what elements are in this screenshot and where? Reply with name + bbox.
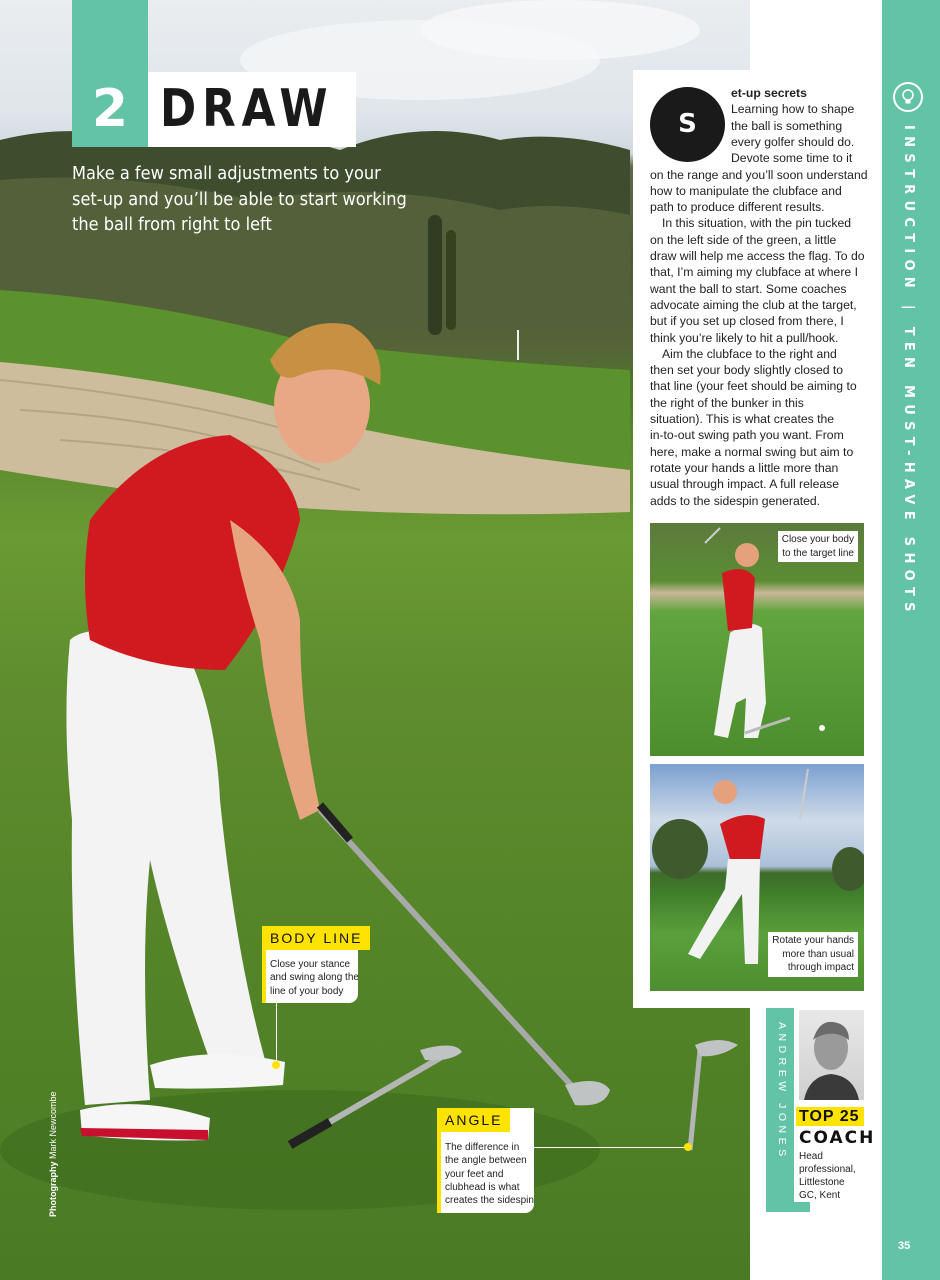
standfirst	[72, 161, 407, 238]
body-line: adds to the sidespin generated.	[650, 493, 821, 508]
callout-line: the angle between	[445, 1155, 527, 1167]
inset-photo-backswing	[650, 523, 864, 756]
drop-cap: S	[650, 87, 725, 162]
callout-dot	[272, 1061, 280, 1069]
inset-photo-follow-through	[650, 764, 864, 991]
callout-line: Close your stance	[270, 959, 351, 970]
body-line: then set your body slightly closed to	[650, 363, 844, 378]
coach-label: COACH	[799, 1128, 876, 1148]
standfirst-line: the ball from right to left	[72, 214, 272, 235]
body-line: In this situation, with the pin tucked	[662, 216, 852, 231]
coach-name: ANDREW JONES	[776, 1022, 788, 1161]
body-line: advocate aiming the club at the target,	[650, 297, 857, 312]
coach-detail-line: professional,	[799, 1164, 856, 1175]
caption-line: to the target line	[782, 547, 854, 559]
callout-line: your feet and	[445, 1168, 504, 1180]
callout-angle	[437, 1108, 534, 1213]
body-line: Aim the clubface to the right and	[662, 346, 837, 361]
lightbulb-icon	[893, 82, 923, 112]
callout-line: creates the sidespin	[445, 1195, 534, 1207]
callout-dot	[684, 1143, 692, 1151]
body-line: rotate your hands a little more than	[650, 460, 839, 475]
body-line: but if you set up closed from there, I	[650, 314, 844, 329]
coach-detail-line: GC, Kent	[799, 1190, 841, 1201]
body-line: here, make a normal swing but aim to	[650, 444, 854, 459]
body-line: how to manipulate the clubface and	[650, 183, 842, 198]
body-line: on the left side of the green, a little	[650, 232, 837, 247]
photo-credit	[48, 1087, 62, 1217]
callout-line: line of your body	[270, 985, 344, 997]
callout-line: and swing along the	[270, 972, 359, 984]
body-subhead: et-up secrets	[731, 86, 807, 100]
callout-tag: ANGLE	[437, 1108, 510, 1132]
standfirst-line: Make a few small adjustments to your	[72, 163, 381, 184]
coach-bar-foot	[794, 1202, 810, 1212]
callout-leader	[276, 1003, 277, 1061]
body-line: Learning how to shape	[731, 102, 855, 117]
coach-detail-line: Littlestone	[799, 1177, 845, 1188]
body-line: that line (your feet should be aiming to	[650, 379, 857, 394]
caption-line: more than usual	[782, 948, 854, 960]
caption-line: Rotate your hands	[772, 935, 854, 946]
body-line: the ball is something	[731, 118, 843, 133]
body-line: every golfer should do.	[731, 134, 855, 149]
page-title: DRAW	[160, 79, 334, 139]
top25-badge: TOP 25	[796, 1107, 864, 1126]
coach-portrait	[799, 1010, 864, 1100]
callout-tag: BODY LINE	[262, 926, 370, 950]
body-line: want the ball to start. Some coaches	[650, 281, 847, 296]
inset-caption-bottom	[768, 932, 858, 977]
caption-line: through impact	[787, 962, 854, 973]
caption-line: Close your body	[781, 534, 854, 545]
coach-details	[799, 1150, 869, 1202]
section-label: INSTRUCTION | TEN MUST-HAVE SHOTS	[901, 125, 916, 618]
callout-leader	[534, 1147, 686, 1148]
body-line: draw will help me access the flag. To do	[650, 249, 865, 263]
body-line: on the range and you’ll soon understand	[650, 167, 868, 182]
body-line: that, I’m aiming my clubface at where I	[650, 265, 858, 280]
callout-body-line	[262, 926, 363, 1003]
callout-line: The difference in	[445, 1142, 520, 1153]
callout-line: clubhead is what	[445, 1181, 520, 1193]
body-line: the right of the bunker in this	[650, 395, 804, 410]
body-line: situation). This is what creates the	[650, 412, 835, 426]
inset-caption-top	[778, 531, 858, 562]
body-line: think you’re likely to hit a pull/hook.	[650, 330, 839, 345]
credit-label: Photography	[48, 1161, 58, 1217]
body-line: usual through impact. A full release	[650, 477, 840, 492]
body-line: in-to-out swing path you want. From	[650, 428, 844, 443]
page-number: 35	[898, 1240, 911, 1252]
standfirst-line: set-up and you’ll be able to start working	[72, 188, 407, 210]
body-line: path to produce different results.	[650, 200, 825, 215]
credit-name: Mark Newcombe	[48, 1091, 58, 1159]
body-line: Devote some time to it	[731, 151, 853, 166]
tip-number: 2	[91, 79, 129, 139]
coach-detail-line: Head	[799, 1151, 823, 1162]
